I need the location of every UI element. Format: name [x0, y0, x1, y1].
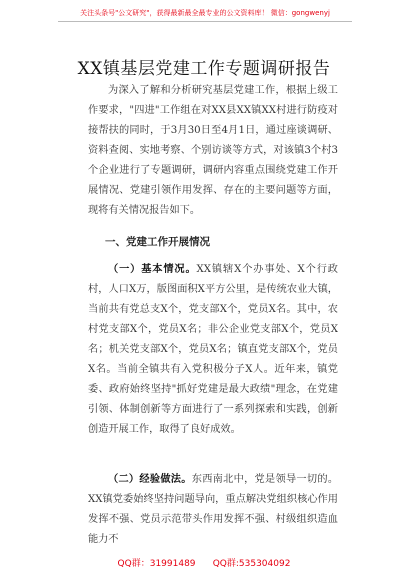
header-promo: 关注头条号"公文研究"，获得最新最全最专业的公文资料库！ 微信：gongwenyj: [80, 9, 330, 17]
subsection-label: （一）基本情况。: [108, 264, 197, 275]
footer-qq2: QQ群:535304092: [212, 559, 291, 569]
intro-paragraph: 为深入了解和分析研究基层党建工作，根据上级工作要求，"四进"工作组在对XX县XX镇XX村进行防疫对接帮扶的同时，于3月30日至4月1日，通过座谈调研、资料查阅、实地考察、个别访谈等方式，对该镇3个村3个企业进行了专题调研，调研内容重点围绕党建工作开展情况、党建引领作用发挥、存在的主要问题等方面，现将有关情况报告如下。: [88, 85, 338, 216]
subsection-text: 东西南北中，党是领导一切的。XX镇党委始终坚持问题导向，重点解决党组织核心作用发挥不强、党员示范带头作用发挥不强、村级组织造血能力不: [88, 474, 339, 545]
document-title: XX镇基层党建工作专题调研报告: [77, 59, 331, 79]
footer-qq-groups: [0, 556, 408, 569]
footer-qq1: QQ群：31991489: [117, 559, 196, 569]
subsection-label: （二）经验做法。: [108, 474, 192, 485]
header-divider: [58, 21, 352, 22]
subsection-text: XX镇辖X个办事处、X个行政村，人口X万，版图面积X平方公里，是传统农业大镇，当前共有党总支X个，党支部X个，党员X名。其中，农村党支部X个，党员X名；非公企业党支部X个，党员X名；机关党支部X个，党员X名；镇直党支部X个，党员X名。当前全镇共有入党积极分子X人。近年来，镇党委、政府始终坚持"抓好党建是最大政绩"理念，在党建引领、体制创新等方面进行了一系列探索和实践，创新创造开展工作，取得了良好成效。: [88, 264, 338, 435]
basic-situation-paragraph: [88, 260, 338, 440]
experience-paragraph: [88, 470, 338, 550]
section-heading: 一、党建工作开展情况: [105, 236, 210, 248]
